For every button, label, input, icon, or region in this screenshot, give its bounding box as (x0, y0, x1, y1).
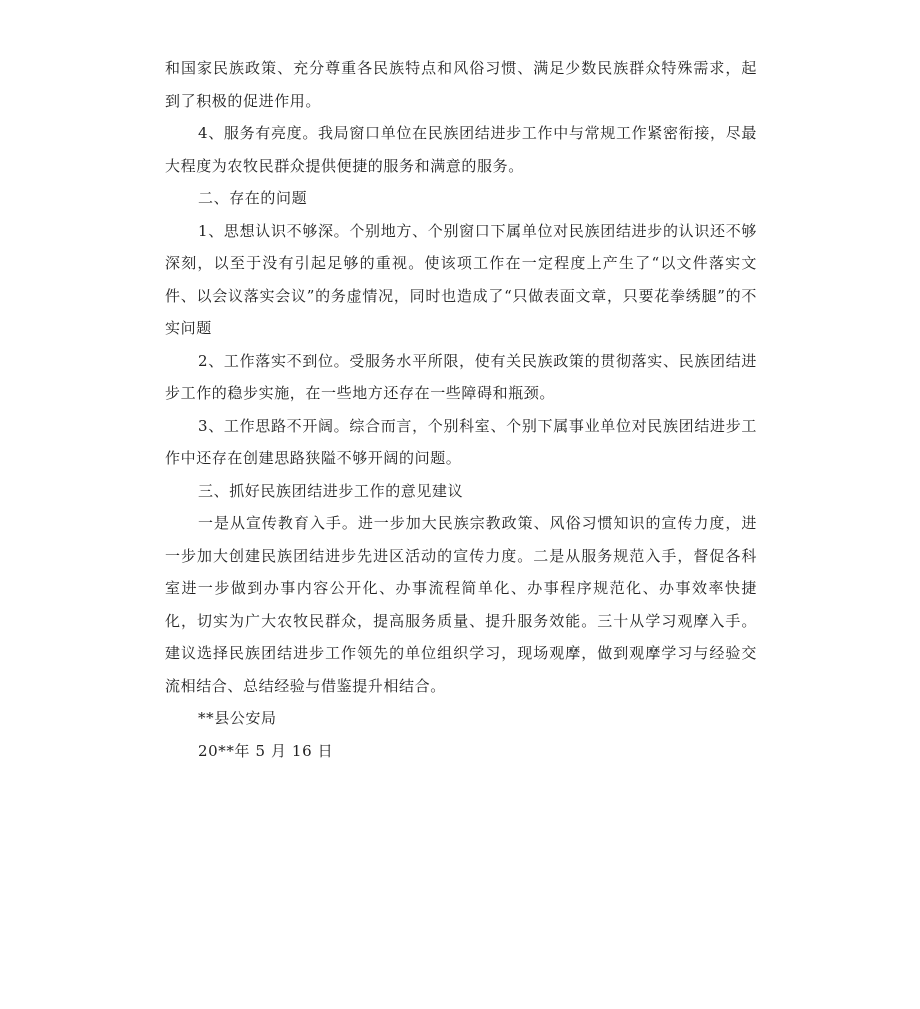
paragraph-continuation: 和国家民族政策、充分尊重各民族特点和风俗习惯、满足少数民族群众特殊需求，起到了积极的促进作用。 (165, 59, 757, 110)
section-heading-suggestions: 三、抓好民族团结进步工作的意见建议 (198, 481, 464, 500)
paragraph-thinking-issue: 3、工作思路不开阔。综合而言，个别科室、个别下属事业单位对民族团结进步工作中还存在创建思路狭隘不够开阔的问题。 (165, 416, 757, 467)
document-body (165, 52, 757, 767)
signature-organization: **县公安局 (198, 709, 277, 727)
paragraph-awareness-issue: 1、思想认识不够深。个别地方、个别窗口下属单位对民族团结进步的认识还不够深刻，以至于没有引起足够的重视。使该项工作在一定程度上产生了“以文件落实文件、以会议落实会议”的务虚情况，同时也造成了“只做表面文章，只要花拳绣腿”的不实问题 (165, 221, 757, 337)
signature-date: 20**年 5 月 16 日 (198, 741, 334, 760)
paragraph-suggestions: 一是从宣传教育入手。进一步加大民族宗教政策、风俗习惯知识的宣传力度，进一步加大创建民族团结进步先进区活动的宣传力度。二是从服务规范入手，督促各科室进一步做到办事内容公开化、办事流程简单化、办事程序规范化、办事效率快捷化，切实为广大农牧民群众，提高服务质量、提升服务效能。三十从学习观摩入手。建议选择民族团结进步工作领先的单位组织学习，现场观摩，做到观摩学习与经验交流相结合、总结经验与借鉴提升相结合。 (165, 514, 757, 695)
paragraph-implementation-issue: 2、工作落实不到位。受服务水平所限，使有关民族政策的贯彻落实、民族团结进步工作的稳步实施，在一些地方还存在一些障碍和瓶颈。 (165, 351, 757, 402)
section-heading-problems: 二、存在的问题 (198, 189, 308, 207)
paragraph-service-brightness: 4、服务有亮度。我局窗口单位在民族团结进步工作中与常规工作紧密衔接，尽最大程度为农牧民群众提供便捷的服务和满意的服务。 (165, 124, 757, 175)
